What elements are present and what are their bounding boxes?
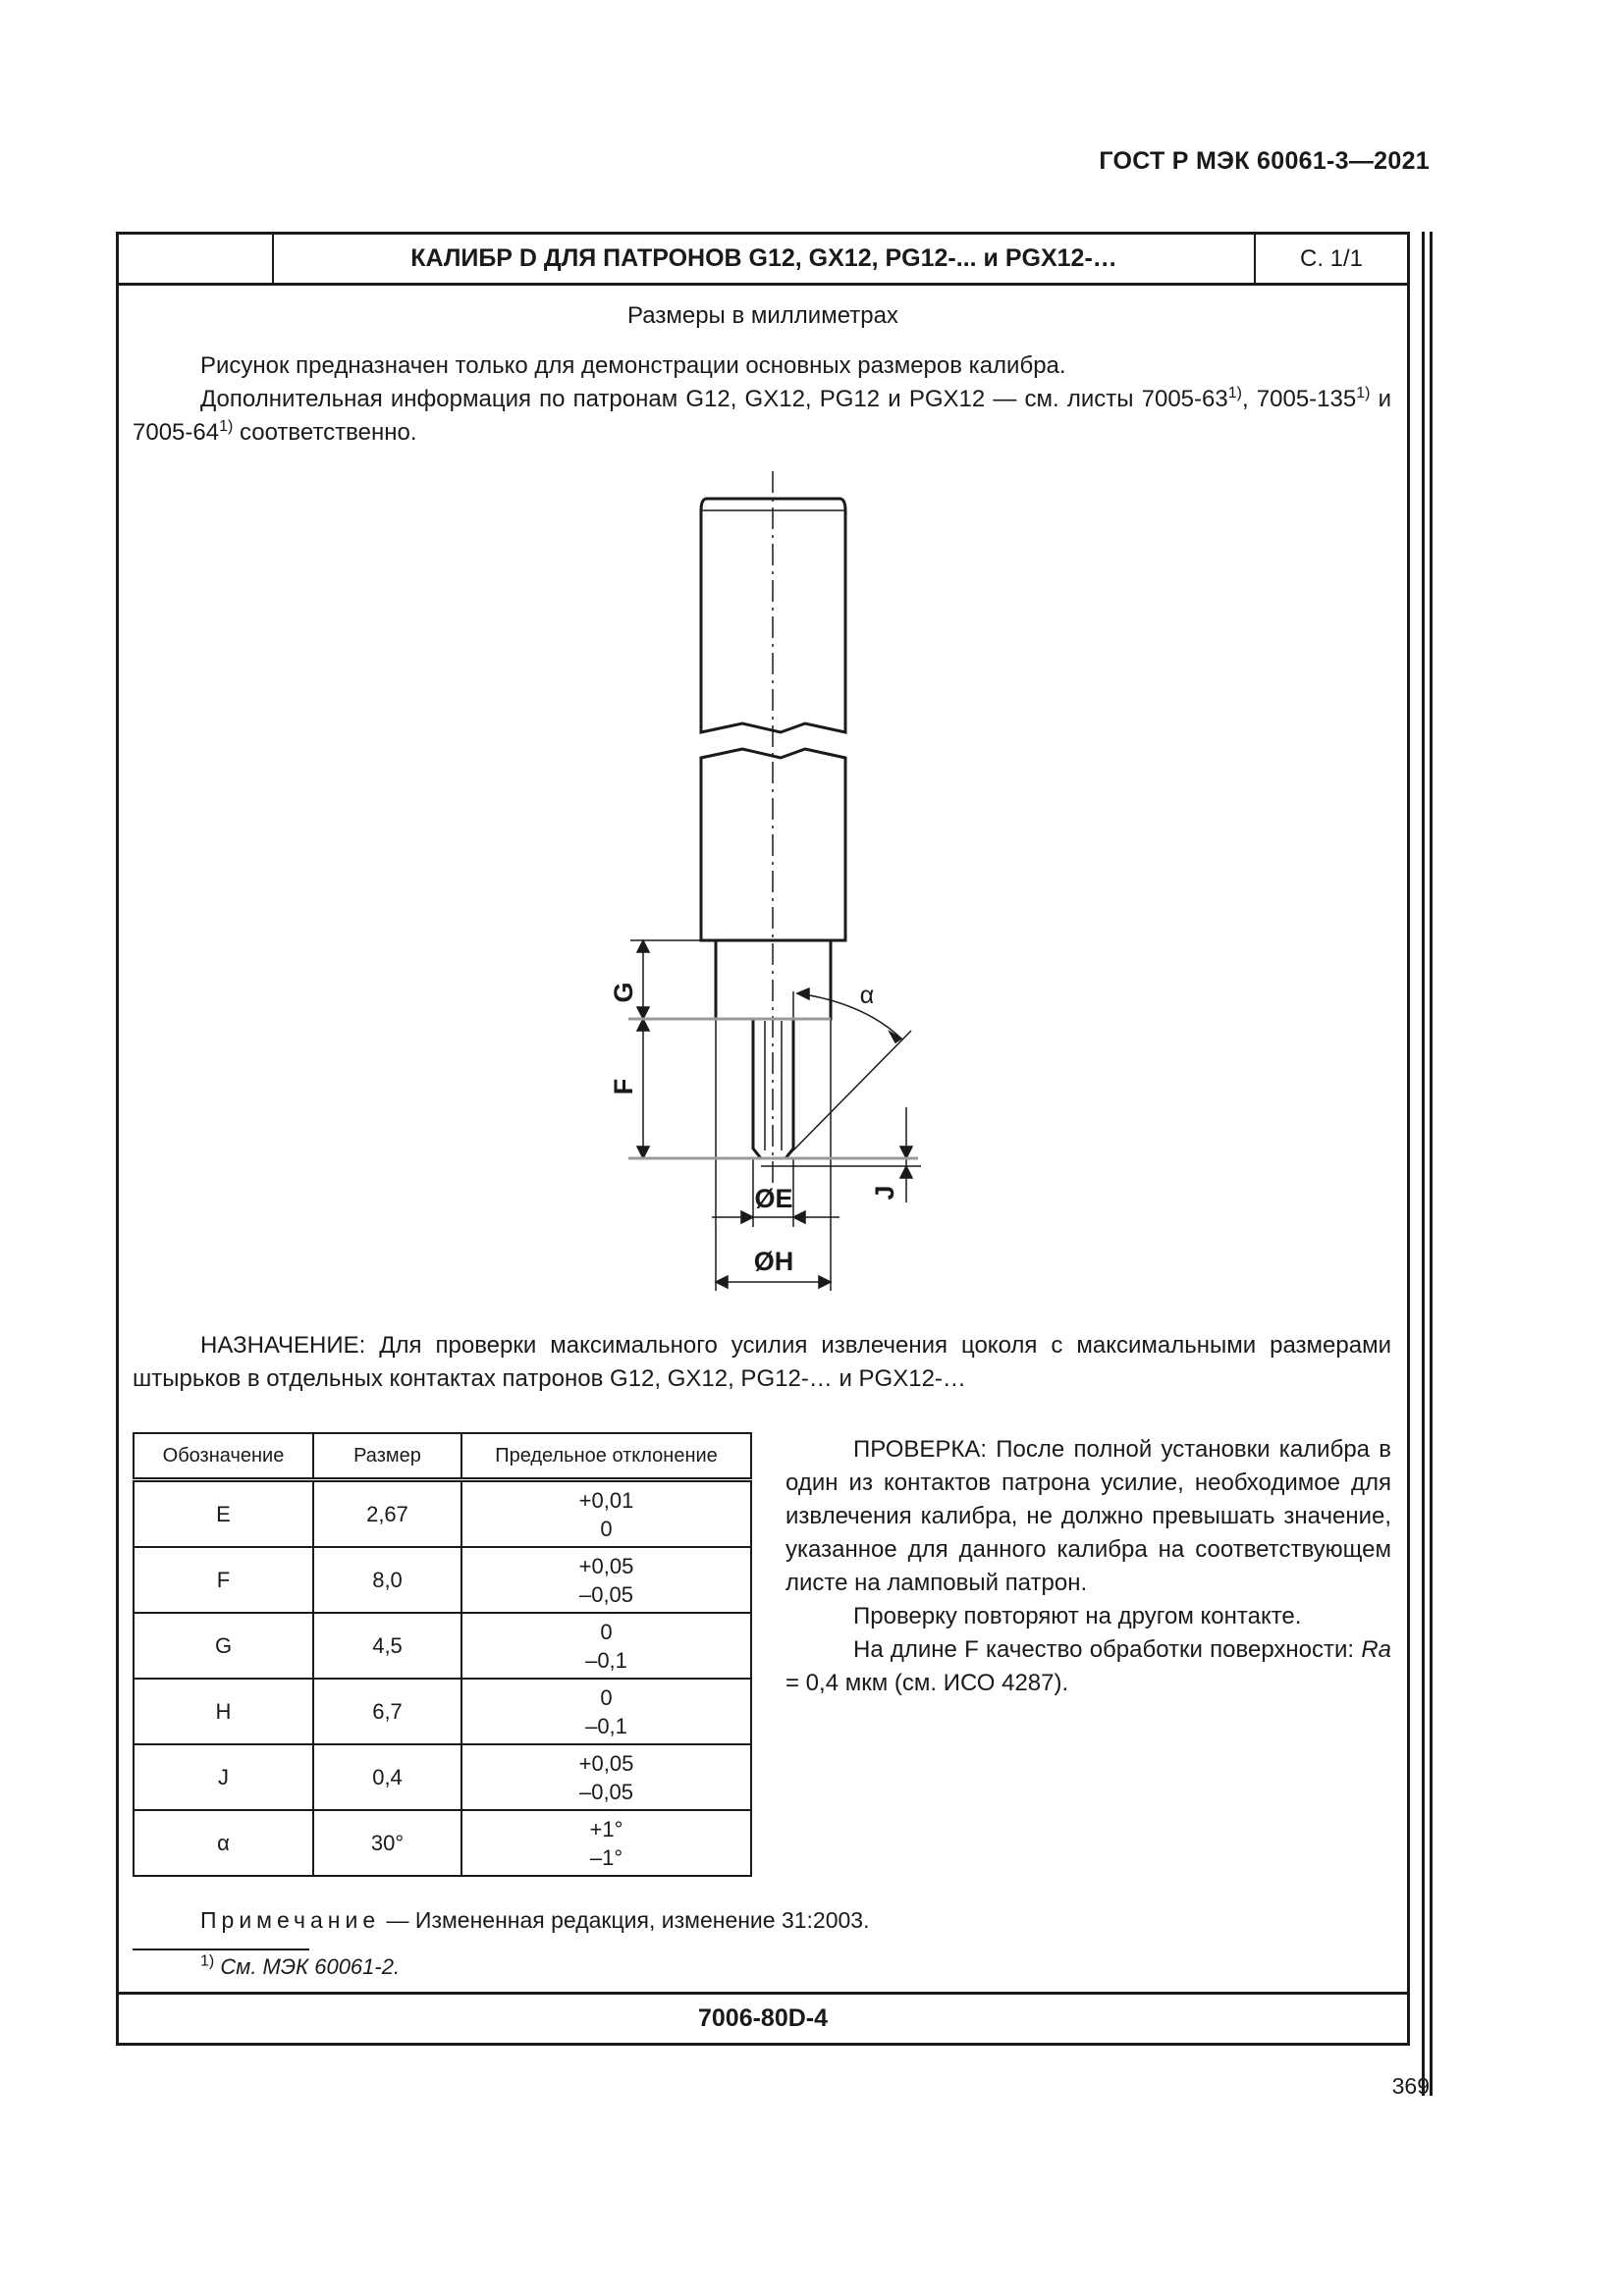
- check-paragraph-3: [785, 1633, 1391, 1700]
- cell-tolerance: [461, 1480, 751, 1548]
- page-number: 369: [1391, 2073, 1430, 2099]
- table-row: [134, 1679, 751, 1744]
- sheet-title: КАЛИБР D ДЛЯ ПАТРОНОВ G12, GX12, PG12-... и PGX12-…: [274, 235, 1256, 283]
- cell-tolerance: [461, 1613, 751, 1679]
- table-row: [134, 1547, 751, 1613]
- tol-upper: +0,05: [578, 1553, 634, 1578]
- cell-size: 30°: [313, 1810, 461, 1876]
- purpose-paragraph: НАЗНАЧЕНИЕ: Для проверки максимального усилия извлечения цоколя с максимальными размерами штырьков в отдельных контактах патронов G12, GX12, PG12-… и PGX12-…: [133, 1332, 1391, 1392]
- cell-symbol: α: [134, 1810, 313, 1876]
- check-section: [785, 1433, 1391, 1700]
- check-paragraph-1: ПРОВЕРКА: После полной установки калибра в один из контактов патрона усилие, необходимое для извлечения калибра, не должно превышать значение, указанное для данного калибра на соответствующем листе на ламповый патрон.: [785, 1436, 1391, 1596]
- check-text: На длине F качество обработки поверхности:: [853, 1636, 1362, 1663]
- col-header-size: Размер: [313, 1433, 461, 1480]
- dim-label-j: J: [870, 1185, 899, 1201]
- cell-symbol: F: [134, 1547, 313, 1613]
- note-text: — Измененная редакция, изменение 31:2003.: [380, 1907, 870, 1933]
- footnote-ref: 1): [1227, 385, 1242, 401]
- table-row: [134, 1613, 751, 1679]
- dim-label-e: ØE: [754, 1184, 793, 1213]
- footnote-ref: 1): [1356, 385, 1371, 401]
- tol-lower: –0,1: [585, 1713, 627, 1738]
- tol-lower: –0,05: [578, 1779, 634, 1804]
- tol-upper: +0,01: [578, 1487, 634, 1513]
- dim-label-h: ØH: [753, 1247, 794, 1276]
- cell-tolerance: [461, 1679, 751, 1744]
- footnote-text: См. МЭК 60061-2.: [220, 1954, 401, 1979]
- cell-size: 0,4: [313, 1744, 461, 1810]
- tol-lower: –0,05: [578, 1581, 634, 1607]
- check-paragraph-2: Проверку повторяют на другом контакте.: [853, 1603, 1302, 1629]
- footnote-rule: [133, 1949, 309, 1950]
- tol-upper: 0: [600, 1684, 613, 1710]
- intro-paragraph-2: Дополнительная информация по патронам G12, GX12, PG12 и PGX12 — см. листы 7005-63$^{1)}$, 7005-135$^{1)}$ и 7005-64$^{1)}$ соответственно.: [133, 385, 1392, 446]
- cell-tolerance: [461, 1547, 751, 1613]
- tol-upper: +1°: [589, 1816, 623, 1842]
- table-row: [134, 1480, 751, 1548]
- standard-header: ГОСТ Р МЭК 60061-3—2021: [1099, 147, 1430, 175]
- intro-text: Дополнительная информация по патронам G12, GX12, PG12 и PGX12 — см. листы 7005-63: [200, 386, 1228, 412]
- dimensions-table: [133, 1432, 752, 1877]
- cell-tolerance: [461, 1744, 751, 1810]
- intro-text: и 7005-64: [133, 386, 1392, 446]
- cell-symbol: J: [134, 1744, 313, 1810]
- cell-size: 6,7: [313, 1679, 461, 1744]
- col-header-symbol: Обозначение: [134, 1433, 313, 1480]
- ra-symbol: Ra: [1361, 1636, 1391, 1663]
- intro-text: соответственно.: [233, 419, 417, 446]
- cell-symbol: G: [134, 1613, 313, 1679]
- footnote-ref: 1): [219, 418, 234, 435]
- cell-symbol: H: [134, 1679, 313, 1744]
- col-header-tolerance: Предельное отклонение: [461, 1433, 751, 1480]
- table-row: [134, 1810, 751, 1876]
- table-row: [134, 1744, 751, 1810]
- units-note: Размеры в миллиметрах: [627, 302, 898, 329]
- dim-label-f: F: [609, 1078, 638, 1095]
- tol-lower: –0,1: [585, 1647, 627, 1673]
- sheet-code: 7006-80D-4: [119, 1992, 1407, 2043]
- cell-size: 4,5: [313, 1613, 461, 1679]
- footnote: [200, 1954, 400, 1980]
- cell-symbol: E: [134, 1480, 313, 1548]
- dim-label-g: G: [609, 982, 638, 1003]
- intro-paragraph-1: Рисунок предназначен только для демонстрации основных размеров калибра.: [200, 352, 1066, 379]
- note: [200, 1907, 870, 1934]
- tol-upper: 0: [600, 1619, 613, 1644]
- cell-tolerance: [461, 1810, 751, 1876]
- cell-size: 2,67: [313, 1480, 461, 1548]
- dim-label-alpha: α: [859, 982, 875, 1009]
- check-text: = 0,4 мкм (см. ИСО 4287).: [785, 1670, 1069, 1696]
- tol-upper: +0,05: [578, 1750, 634, 1776]
- intro-text: 7005-135: [1256, 386, 1357, 412]
- footnote-mark: 1): [200, 1952, 215, 1970]
- cell-size: 8,0: [313, 1547, 461, 1613]
- tol-lower: –1°: [589, 1844, 623, 1870]
- note-label: Примечание: [200, 1907, 381, 1933]
- tol-lower: 0: [600, 1516, 613, 1541]
- sheet-page: С. 1/1: [1299, 244, 1364, 272]
